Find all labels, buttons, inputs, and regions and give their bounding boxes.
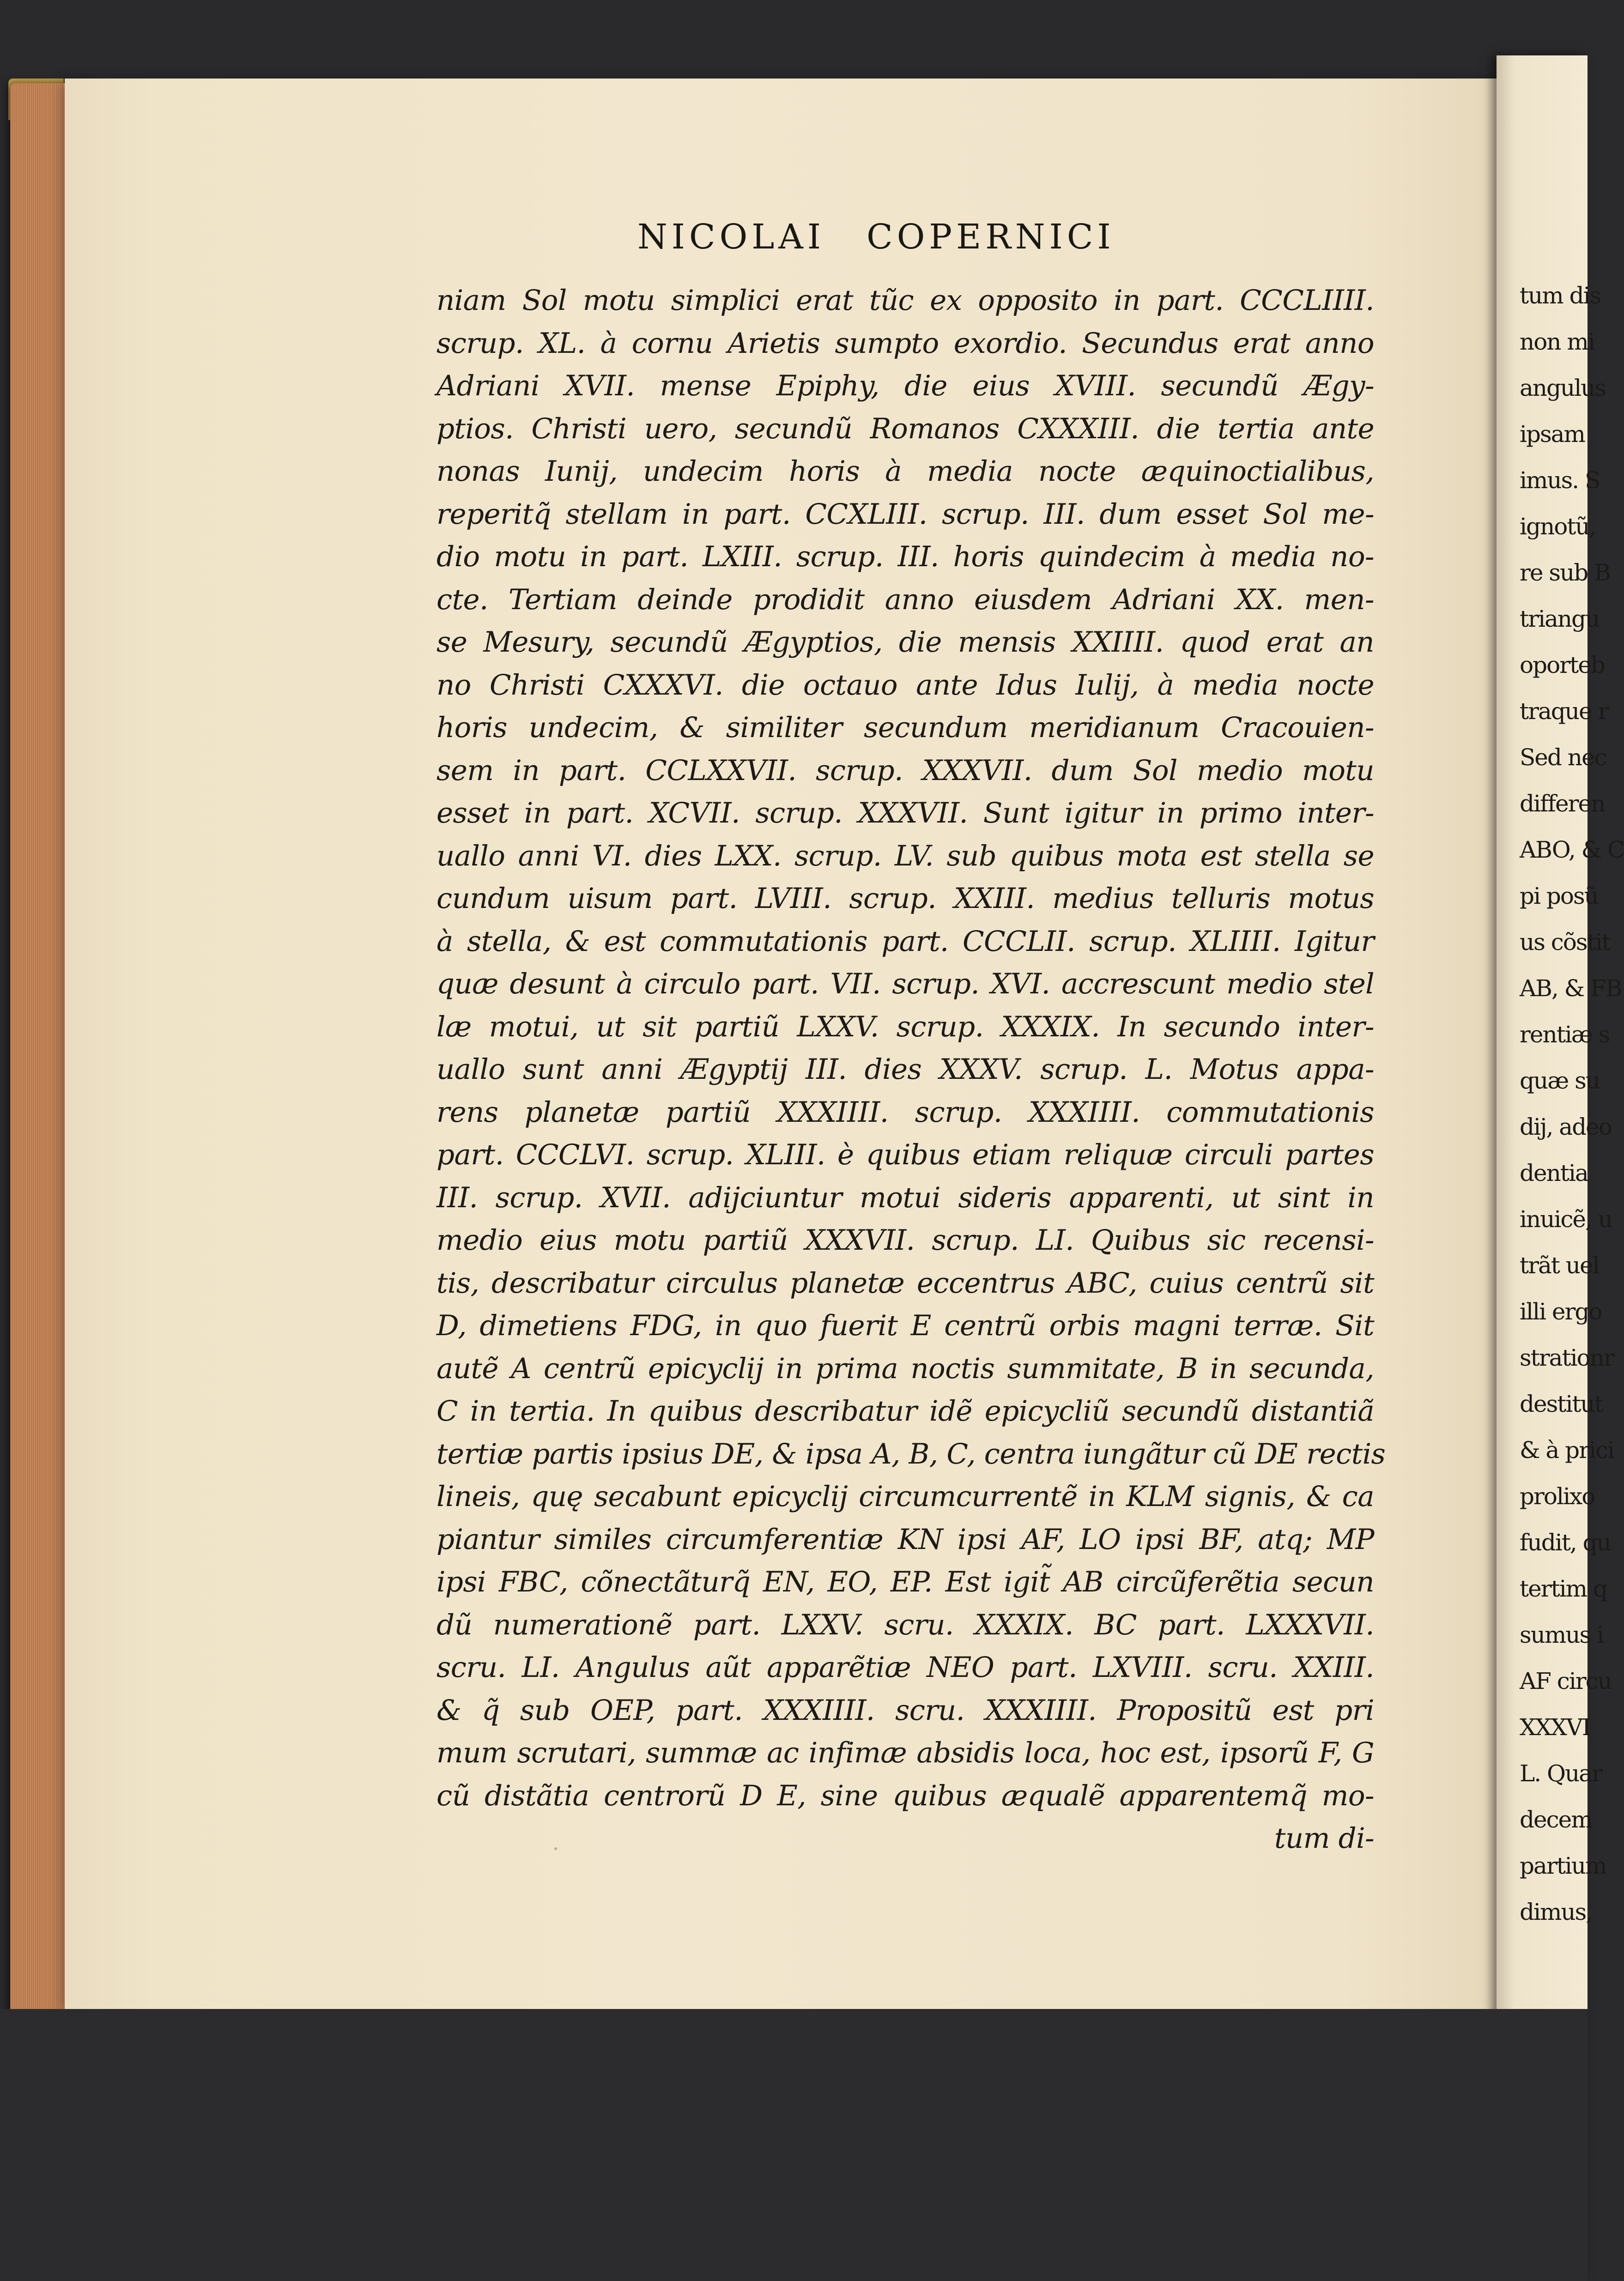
facing-line: angulus xyxy=(1520,375,1606,401)
facing-line: strationr xyxy=(1520,1344,1614,1371)
text-line: læ motui, ut sit partiũ LXXV. scrup. XXXIX. In secundo inter- xyxy=(436,1010,1374,1043)
facing-line: us cõstit xyxy=(1520,929,1610,956)
text-line: ptios. Christi uero, secundũ Romanos CXXXIII. die tertia ante xyxy=(436,412,1374,445)
text-line: cũ distãtia centrorũ D E, sine quibus æqualẽ apparentemq̃ mo- xyxy=(436,1779,1374,1812)
text-line: nonas Iunij, undecim horis à media nocte æquinoctialibus, xyxy=(436,455,1374,488)
text-line: autẽ A centrũ epicyclij in prima noctis summitate, B in secunda, xyxy=(436,1352,1374,1385)
text-line: mum scrutari, summæ ac infimæ absidis loca, hoc est, ipsorũ F, G xyxy=(436,1736,1374,1769)
text-line: uallo sunt anni Ægyptij III. dies XXXV. scrup. L. Motus appa- xyxy=(436,1053,1374,1086)
text-line: scrup. XL. à cornu Arietis sumpto exordio. Secundus erat anno xyxy=(436,327,1374,360)
facing-line: oporteb xyxy=(1520,652,1605,678)
facing-line: fudit, qu xyxy=(1520,1529,1611,1556)
facing-line: L. Quar xyxy=(1520,1760,1602,1787)
text-line: cundum uisum part. LVIII. scrup. XXIII. medius telluris motus xyxy=(436,882,1374,915)
text-line: & q̃ sub OEP, part. XXXIIII. scru. XXXIIII. Propositũ est pri xyxy=(436,1694,1374,1727)
text-line: no Christi CXXXVI. die octauo ante Idus Iulij, à media nocte xyxy=(436,668,1374,702)
text-line: à stella, & est commutationis part. CCCLII. scrup. XLIIII. Igitur xyxy=(436,925,1374,958)
text-line: cte. Tertiam deinde prodidit anno eiusdem Adriani XX. men- xyxy=(436,583,1374,616)
facing-line: & à prici xyxy=(1520,1437,1614,1464)
text-line: D, dimetiens FDG, in quo fuerit E centrũ orbis magni terræ. Sit xyxy=(436,1309,1374,1342)
text-line: uallo anni VI. dies LXX. scrup. LV. sub quibus mota est stella se xyxy=(436,839,1374,872)
facing-line: rentiæ s xyxy=(1520,1021,1610,1048)
facing-line: AB, & FB xyxy=(1520,975,1622,1002)
text-line: rens planetæ partiũ XXXIIII. scrup. XXXIIII. commutationis xyxy=(436,1095,1374,1129)
text-line: ipsi FBC, cõnectãturq̃ EN, EO, EP. Est igit̃ AB circũferẽtia secun xyxy=(436,1566,1374,1598)
facing-line: AF circu xyxy=(1520,1668,1612,1694)
facing-line: re sub B xyxy=(1520,559,1610,586)
facing-page xyxy=(1497,55,1624,2281)
scanner-bottom xyxy=(0,2009,1588,2281)
facing-line: dij, adeo xyxy=(1520,1113,1612,1140)
text-line: dũ numerationẽ part. LXXV. scru. XXXIX. BC part. LXXXVII. xyxy=(436,1608,1374,1641)
text-line: niam Sol motu simplici erat tũc ex opposito in part. CCCLIIII. xyxy=(436,284,1374,317)
facing-line: sumus i xyxy=(1520,1622,1604,1648)
text-line: part. CCCLVI. scrup. XLIII. è quibus etiam reliquæ circuli partes xyxy=(436,1138,1374,1171)
body-text xyxy=(436,279,1386,1860)
facing-line: ipsam xyxy=(1520,421,1585,448)
facing-line: tertim q xyxy=(1520,1575,1607,1602)
running-head xyxy=(637,217,1115,257)
facing-line: ABO, & C xyxy=(1520,836,1624,863)
facing-line: ignotũ, xyxy=(1520,513,1596,540)
text-line: medio eius motu partiũ XXXVII. scrup. LI. Quibus sic recensi- xyxy=(436,1224,1374,1257)
text-line: tum di- xyxy=(1274,1822,1374,1855)
facing-line: decem xyxy=(1520,1806,1592,1833)
facing-line: inuicẽ, u xyxy=(1520,1206,1612,1233)
running-head-second: COPERNICI xyxy=(867,217,1115,257)
facing-line: partium xyxy=(1520,1852,1606,1879)
facing-line: triangu xyxy=(1520,605,1600,632)
facing-line: XXXVI xyxy=(1520,1714,1590,1741)
text-line: horis undecim, & similiter secundum meridianum Cracouien- xyxy=(436,711,1374,744)
text-line: se Mesury, secundũ Ægyptios, die mensis XXIIII. quod erat an xyxy=(436,626,1374,659)
facing-line: prolixo xyxy=(1520,1483,1595,1510)
text-line: lineis, quę secabunt epicyclij circumcurrentẽ in KLM signis, & ca xyxy=(436,1480,1374,1513)
text-line: scru. LI. Angulus aũt apparẽtiæ NEO part. LXVIII. scru. XXIII. xyxy=(436,1651,1374,1684)
text-line: piantur similes circumferentiæ KN ipsi AF, LO ipsi BF, atq; MP xyxy=(436,1523,1374,1556)
facing-line: illi ergo xyxy=(1520,1298,1602,1325)
text-line: sem in part. CCLXXVII. scrup. XXXVII. dum Sol medio motu xyxy=(436,754,1374,787)
facing-line: dimus, xyxy=(1520,1899,1593,1925)
paper-speck xyxy=(554,1847,557,1850)
facing-line: pi posũ xyxy=(1520,883,1598,909)
facing-line: dentia xyxy=(1520,1160,1588,1186)
facing-line: destitut xyxy=(1520,1391,1603,1417)
facing-line: Sed nec xyxy=(1520,744,1606,771)
facing-line: trãt uel xyxy=(1520,1252,1599,1279)
facing-line: traque r xyxy=(1520,698,1608,725)
facing-line: non mi xyxy=(1520,328,1594,355)
text-line: quæ desunt à circulo part. VII. scrup. XVI. accrescunt medio stel xyxy=(436,968,1374,1000)
text-line: dio motu in part. LXIII. scrup. III. horis quindecim à media no- xyxy=(436,540,1374,573)
text-line: reperitq̃ stellam in part. CCXLIII. scrup. III. dum esset Sol me- xyxy=(436,497,1374,531)
facing-line: imus. S xyxy=(1520,467,1600,494)
text-line: Adriani XVII. mense Epiphy, die eius XVIII. secundũ Ægy- xyxy=(436,369,1374,402)
text-line: C in tertia. In quibus describatur idẽ epicycliũ secundũ distantiã xyxy=(436,1395,1374,1428)
text-line: III. scrup. XVII. adijciuntur motui sideris apparenti, ut sint in xyxy=(436,1181,1374,1214)
facing-line: tum dis xyxy=(1520,282,1601,309)
text-line: tis, describatur circulus planetæ eccentrus ABC, cuius centrũ sit xyxy=(436,1266,1374,1300)
text-line: esset in part. XCVII. scrup. XXXVII. Sunt igitur in primo inter- xyxy=(436,797,1374,829)
scanner-background xyxy=(0,0,1588,88)
text-line: tertiæ partis ipsius DE, & ipsa A, B, C, centra iungãtur cũ DE rectis xyxy=(436,1437,1386,1470)
facing-line: differen xyxy=(1520,790,1605,817)
facing-page-text xyxy=(1520,272,1624,1935)
facing-line: quæ su xyxy=(1520,1067,1600,1094)
running-head-first: NICOLAI xyxy=(637,217,825,257)
